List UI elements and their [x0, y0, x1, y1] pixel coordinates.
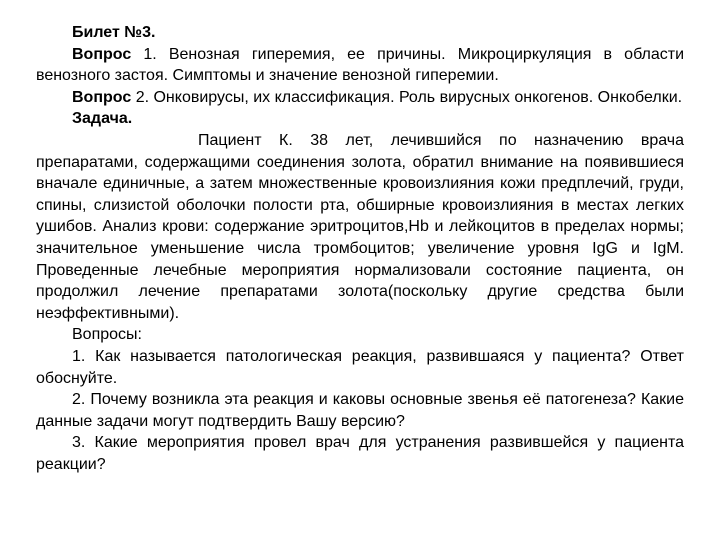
question-2-label: Вопрос [72, 88, 132, 106]
question-item-3: 3. Какие мероприятия провел врач для устранения развившейся у пациента реакции? [36, 434, 684, 473]
task-heading: Задача. [72, 110, 133, 128]
question-item-2: 2. Почему возникла эта реакция и каковы основные звенья её патогенеза? Какие данные задачи могут подтвердить Вашу версию? [36, 391, 684, 430]
question-item-1: 1. Как называется патологическая реакция, развившаяся у пациента? Ответ обоснуйте. [36, 347, 684, 387]
question-2-number: 2. [135, 88, 150, 106]
question-1 [36, 44, 684, 87]
ticket-title: Билет №3. [72, 24, 156, 41]
task-text: Пациент К. 38 лет, лечившийся по назначению врача препаратами, содержащими соединения золота, обратил внимание на появившиеся вначале единичные, а затем множественные кровоизлияния кожи предплечий, груди, спины, слизистой оболочки полости рта, обширные кровоизлияния в местах легких ушибов. Анализ крови: содержание эритроцитов,Hb и лейкоцитов в пределах нормы; значительное уменьшение числа тромбоцитов; увеличение уровня IgG и IgM. Проведенные лечебные мероприятия нормализовали состояние пациента, он продолжил лечение препаратами золота(поскольку другие средства были неэффективными). [36, 131, 684, 322]
ticket-document [36, 22, 684, 475]
question-1-text: Венозная гиперемия, ее причины. Микроциркуляция в области венозного застоя. Симптомы и значение венозной гиперемии. [36, 45, 685, 85]
question-2 [36, 87, 684, 109]
question-1-number: 1. [143, 45, 157, 63]
question-2-text: Онковирусы, их классификация. Роль вирусных онкогенов. Онкобелки. [153, 88, 683, 106]
question-1-label: Вопрос [72, 45, 132, 63]
questions-heading: Вопросы: [72, 326, 142, 344]
